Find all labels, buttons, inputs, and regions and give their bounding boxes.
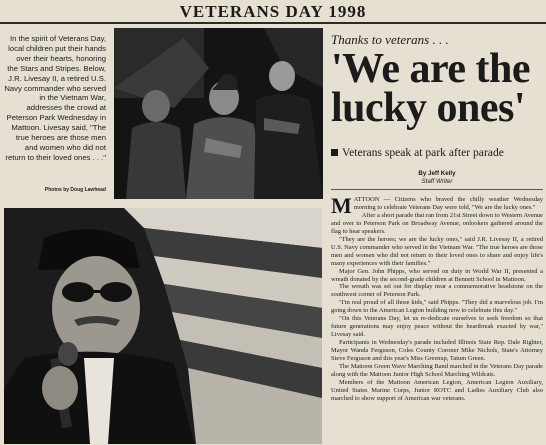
article-paragraph: "I'm real proud of all those kids," said Phipps. "They did a marvelous job. I'm going down to the American Legion building now to celebrate this day." (331, 299, 543, 315)
children-photo (114, 28, 323, 199)
article-paragraph: "They are the heroes; we are the lucky ones," said J.R. Livesay II, a retired U.S. Navy commander who served in the Vietnam War. "The true heroes are those men and women who did not return to their loved ones to share and enjoy life's many experiences with their families." (331, 235, 543, 267)
photo-credit: Photos by Doug Lawhead (44, 187, 106, 193)
article-paragraph: Major Gen. John Phipps, who served on duty in World War II, presented a wreath donated by the second-grade children at Bennett School in Mattoon. (331, 267, 543, 283)
article-paragraph: The wreath was set out for display near a commemorative headstone on the southwest corner of Peterson Park. (331, 283, 543, 299)
article-headline: 'We are the lucky ones' (331, 46, 531, 131)
article-paragraph: The Mattoon Green Wave Marching Band marched in the Veterans Day parade along with the Mattoon Junior High School Marching Wildcats. (331, 363, 543, 378)
photo-caption: In the spirit of Veterans Day, local children put their hands over their hearts, honoring the Stars and Stripes. Below, J.R. Livesay II, a retired U.S. Navy commander who served in the Vietnam War, addresses the crowd at Peterson Park Wednesday in Mattoon. Livesay said, "The true heroes are those men and women who did not return to their loved ones . . ." (4, 34, 106, 162)
section-header: VETERANS DAY 1998 (179, 2, 367, 21)
speaker-photo (4, 208, 322, 444)
subhead-text: Veterans speak at park after parade (342, 146, 504, 159)
article-kicker: Thanks to veterans . . . (331, 32, 449, 47)
byline: By Jeff Kelly (418, 170, 456, 177)
article-subhead (331, 146, 543, 159)
article-paragraph: After a short parade that ran from 21st Street down to Western Avenue and over to Peterson Park on Broadway Avenue, onlookers gathered around the flag to hear speakers. (331, 211, 543, 235)
bullet-icon (331, 149, 338, 156)
article-body (331, 193, 543, 403)
article-paragraph: Members of the Mattoon American Legion, American Legion Auxiliary, United States Marine Corps, Junior ROTC and Ladies Auxiliary Club also marched to show support of American war veterans. (331, 378, 543, 402)
lead-paragraph (331, 193, 543, 218)
byline-role: Staff Writer (421, 178, 453, 185)
header-rule (0, 22, 546, 24)
article-paragraph: Participants in Wednesday's parade included Illinois State Rep. Dale Righter, Mayor Wanda Ferguson, Coles County Coroner Mike Nichols, State's Attorney Steve Ferguson and this year's Miss Greenup, Tatum Green. (331, 339, 543, 363)
divider (331, 189, 543, 190)
lead-text: ATTOON — Citizens who braved the chilly weather Wednesday morning to celebrate Veterans Day were told, "We are the lucky ones." (353, 196, 543, 211)
drop-cap: M (331, 193, 352, 218)
article-paragraph: "On this Veterans Day, let us re-dedicate ourselves to seek freedom so that future generations may enjoy peace without the heartbreak exacted by war," Livesay said. (331, 315, 543, 339)
